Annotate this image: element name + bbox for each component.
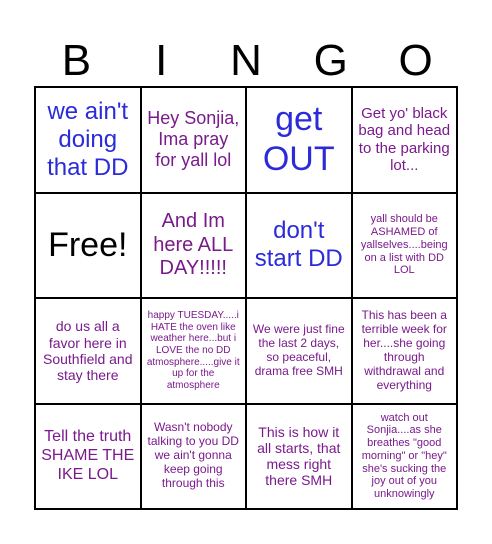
cell-text: Free! <box>48 225 128 264</box>
cell-text: yall should be ASHAMED of yallselves....being on a list with DD LOL <box>360 213 448 277</box>
cell-text: Tell the truth SHAME THE IKE LOL <box>41 428 135 483</box>
bingo-cell[interactable] <box>352 87 458 193</box>
cell-text: watch out Sonjia....as she breathes "good morning" or "hey" she's sucking the joy out of you unknowingly <box>361 411 447 501</box>
bingo-cell[interactable] <box>352 404 458 510</box>
cell-text: This has been a terrible week for her....she going through withdrawal and everything <box>361 308 447 392</box>
header-letter-b: B <box>61 36 92 85</box>
bingo-cell[interactable] <box>352 193 458 299</box>
cell-text: Get yo' black bag and head to the parking lot... <box>358 104 451 175</box>
bingo-cell[interactable] <box>141 298 247 404</box>
cell-text: Wasn't nobody talking to you DD we ain't gonna keep going through this <box>147 420 239 491</box>
bingo-cell[interactable] <box>35 87 141 193</box>
header-letter-n: N <box>230 36 262 85</box>
header-letter-o: O <box>398 36 433 85</box>
header-letter-i: I <box>155 36 168 85</box>
cell-text: Hey Sonjia, Ima pray for yall lol <box>147 108 240 171</box>
bingo-header <box>34 36 458 86</box>
bingo-board <box>34 86 458 510</box>
bingo-cell[interactable] <box>246 87 352 193</box>
bingo-cell[interactable] <box>35 404 141 510</box>
cell-text: don't start DD <box>254 217 343 273</box>
header-letter-g: G <box>313 36 348 85</box>
cell-text: we ain't doing that DD <box>47 98 129 181</box>
free-cell[interactable] <box>35 193 141 299</box>
bingo-cell[interactable] <box>246 193 352 299</box>
bingo-cell[interactable] <box>246 298 352 404</box>
bingo-cell[interactable] <box>246 404 352 510</box>
cell-text: This is how it all starts, that mess right there SMH <box>257 423 341 489</box>
bingo-cell[interactable] <box>35 298 141 404</box>
cell-text: happy TUESDAY.....i HATE the oven like weather here...but i LOVE the no DD atmosphere.....give it up for the atmosphere <box>146 310 240 391</box>
bingo-cell[interactable] <box>352 298 458 404</box>
bingo-cell[interactable] <box>141 87 247 193</box>
cell-text: We were just fine the last 2 days, so peaceful, drama free SMH <box>252 321 345 378</box>
cell-text: And Im here ALL DAY!!!!! <box>153 210 234 279</box>
bingo-cell[interactable] <box>141 193 247 299</box>
cell-text: get OUT <box>262 100 335 178</box>
bingo-cell[interactable] <box>141 404 247 510</box>
cell-text: do us all a favor here in Southfield and stay there <box>42 318 133 383</box>
